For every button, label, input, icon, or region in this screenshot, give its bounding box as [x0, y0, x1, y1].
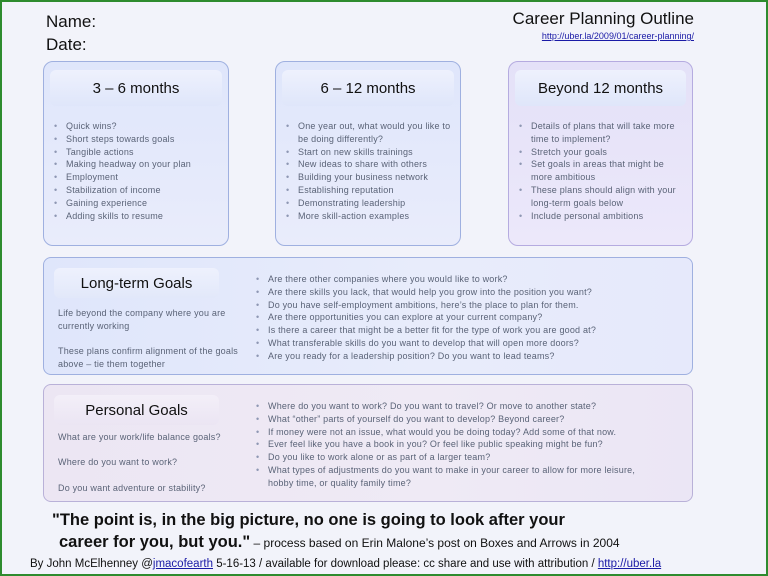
list-item: • Establishing reputation — [286, 184, 454, 197]
quote-line-1: "The point is, in the big picture, no one is going to look after your — [52, 511, 565, 529]
long-term-goals-panel — [43, 257, 693, 375]
personal-note-2: Where do you want to work? — [58, 457, 178, 467]
list-item: • Making headway on your plan — [54, 158, 222, 171]
list-item: • Are there other companies where you would like to work? — [256, 273, 684, 286]
list-item: • Adding skills to resume — [54, 210, 222, 223]
long-term-note-2: These plans confirm alignment of the goals above – tie them together — [58, 346, 238, 369]
list-item: • Is there a career that might be a better fit for the type of work you are good at? — [256, 324, 684, 337]
quote-block — [52, 509, 712, 554]
list-item: • Building your business network — [286, 171, 454, 184]
long-term-list — [256, 273, 684, 363]
list-item: • Demonstrating leadership — [286, 197, 454, 210]
card-title: 6 – 12 months — [282, 70, 454, 106]
list-item: • Are there skills you lack, that would help you grow into the position you want? — [256, 286, 684, 299]
card-title: Beyond 12 months — [515, 70, 686, 106]
list-item: • What types of adjustments do you want to make in your career to allow for more leisure, hobby time, or quality family time? — [256, 464, 662, 490]
personal-goals-panel — [43, 384, 693, 502]
list-item: • More skill-action examples — [286, 210, 454, 223]
footer-site-link[interactable]: http://uber.la — [597, 558, 662, 570]
list-item: • Where do you want to work? Do you want to travel? Or move to another state? — [256, 400, 662, 413]
card-list — [519, 120, 686, 222]
long-term-goals-title: Long-term Goals — [54, 268, 219, 298]
long-term-note-1: Life beyond the company where you are currently working — [58, 308, 226, 331]
source-link[interactable]: http://uber.la/2009/01/career-planning/ — [541, 31, 694, 41]
document-title: Career Planning Outline — [512, 9, 694, 28]
date-label: Date: — [46, 35, 87, 54]
list-item: • Tangible actions — [54, 146, 222, 159]
card-6-12-months — [275, 61, 461, 246]
list-item: • New ideas to share with others — [286, 158, 454, 171]
list-item: • If money were not an issue, what would you be doing today? Add some of that now. — [256, 426, 662, 439]
list-item: • Short steps towards goals — [54, 133, 222, 146]
card-list — [54, 120, 222, 222]
quote-attribution: – process based on Erin Malone’s post on Boxes and Arrows in 2004 — [250, 536, 620, 550]
list-item: • Start on new skills trainings — [286, 146, 454, 159]
list-item: • Set goals in areas that might be more ambitious — [519, 158, 686, 184]
footer-handle-link[interactable]: jmacofearth — [152, 558, 213, 570]
list-item: • Details of plans that will take more time to implement? — [519, 120, 686, 146]
list-item: • Do you like to work alone or as part of a larger team? — [256, 451, 662, 464]
card-beyond-12-months — [508, 61, 693, 246]
list-item: • These plans should align with your long-term goals below — [519, 184, 686, 210]
list-item: • Gaining experience — [54, 197, 222, 210]
card-list — [286, 120, 454, 222]
list-item: • Employment — [54, 171, 222, 184]
list-item: • One year out, what would you like to be doing differently? — [286, 120, 454, 146]
name-date-block — [46, 10, 96, 56]
personal-list — [256, 400, 662, 490]
list-item: • Include personal ambitions — [519, 210, 686, 223]
footer-prefix: By John McElhenney @ — [30, 558, 153, 570]
footer-middle: 5-16-13 / available for download please: cc share and use with attribution / — [213, 558, 598, 570]
list-item: • Are there opportunities you can explore at your current company? — [256, 311, 684, 324]
personal-note-3: Do you want adventure or stability? — [58, 483, 206, 493]
personal-note-1: What are your work/life balance goals? — [58, 432, 221, 442]
header-right — [513, 9, 694, 41]
list-item: • What transferable skills do you want to develop that will open more doors? — [256, 337, 684, 350]
list-item: • Stabilization of income — [54, 184, 222, 197]
list-item: • Quick wins? — [54, 120, 222, 133]
quote-line-2: career for you, but you." — [59, 533, 251, 551]
personal-goals-title: Personal Goals — [54, 395, 219, 425]
quote-line-2-wrap — [52, 531, 712, 554]
list-item: • Are you ready for a leadership position? Do you want to lead teams? — [256, 350, 684, 363]
list-item: • Do you have self-employment ambitions, here’s the place to plan for them. — [256, 299, 684, 312]
card-title: 3 – 6 months — [50, 70, 222, 106]
footer — [30, 558, 766, 570]
list-item: • Stretch your goals — [519, 146, 686, 159]
card-3-6-months — [43, 61, 229, 246]
name-label: Name: — [46, 12, 97, 31]
list-item: • Ever feel like you have a book in you? Or feel like public speaking might be fun? — [256, 438, 662, 451]
list-item: • What “other” parts of yourself do you want to develop? Beyond career? — [256, 413, 662, 426]
